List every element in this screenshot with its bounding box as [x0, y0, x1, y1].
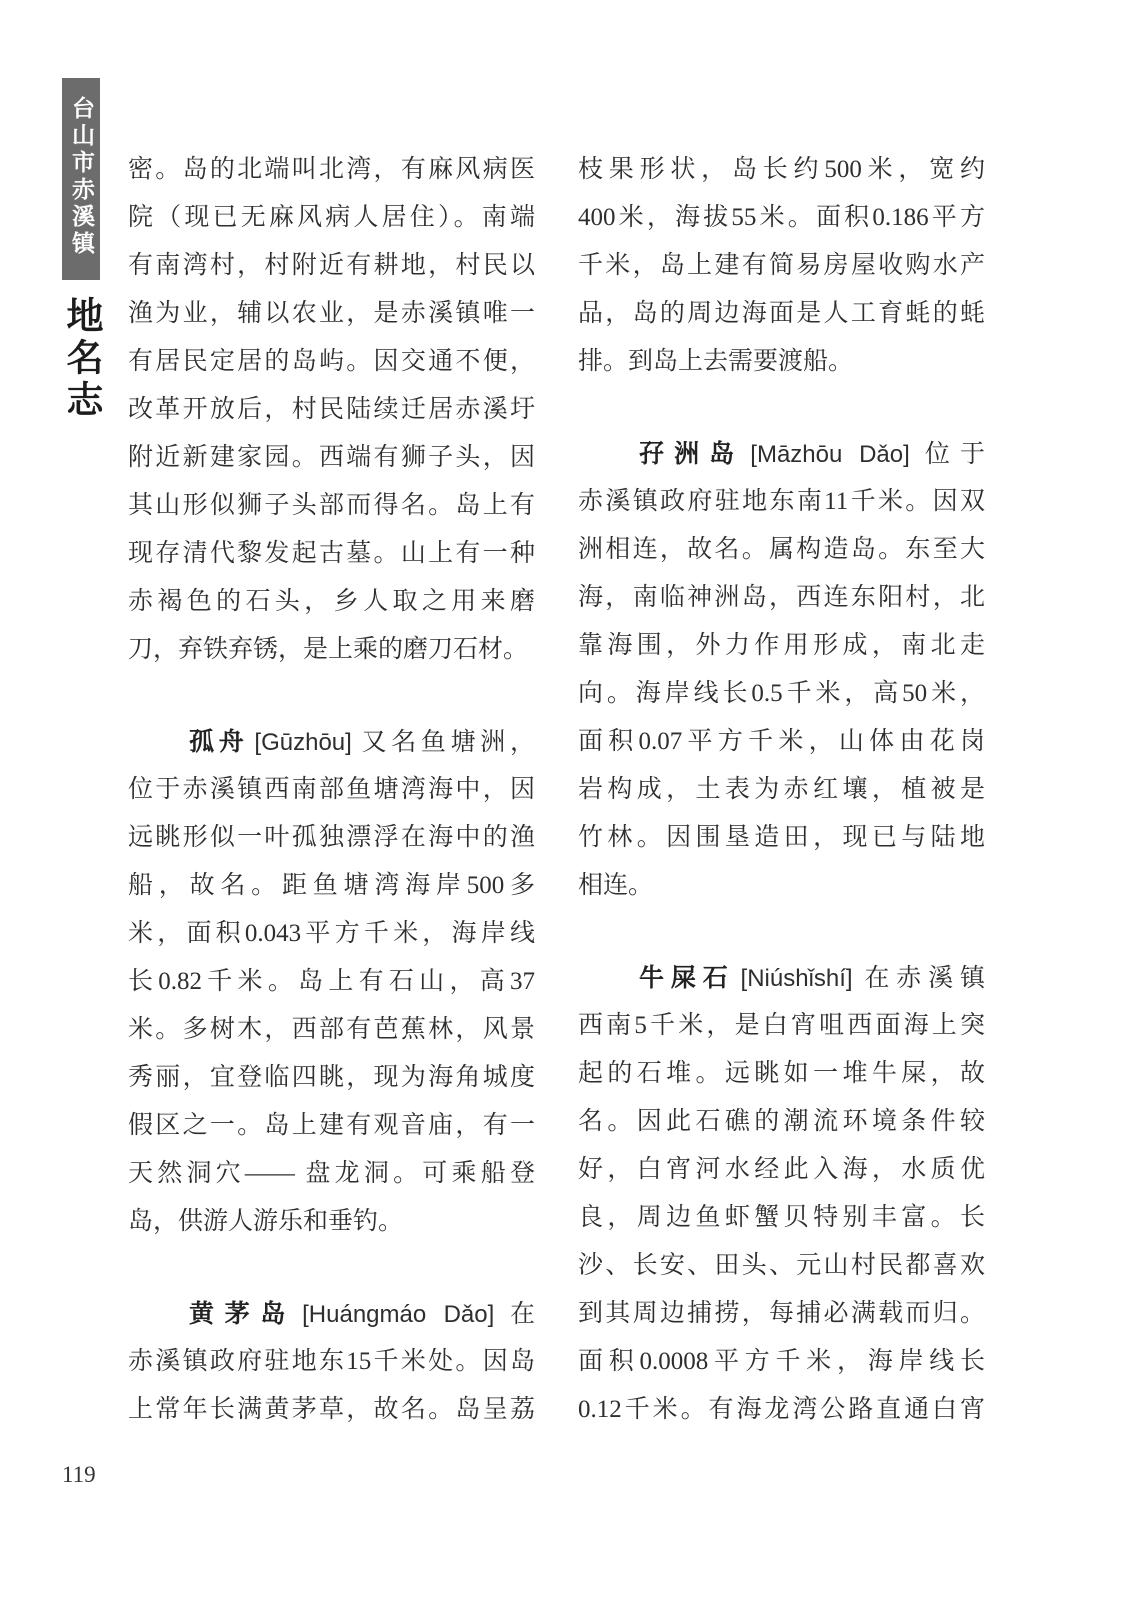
- text-line: 上常年长满黄茅草，故名。岛呈荔: [128, 1396, 535, 1423]
- text-line: 到其周边捕捞，每捕必满载而归。: [578, 1300, 985, 1327]
- text-line: 400米，海拔55米。面积0.186平方: [578, 204, 985, 231]
- text-line: 改革开放后，村民陆续迁居赤溪圩: [128, 396, 535, 423]
- text-line: 岩构成，土表为赤红壤，植被是: [578, 776, 985, 803]
- text-line: 有居民定居的岛屿。因交通不便，: [128, 348, 535, 375]
- text-line: 赤溪镇政府驻地东15千米处。因岛: [128, 1348, 535, 1375]
- text-line: 假区之一。岛上建有观音庙，有一: [128, 1112, 535, 1139]
- town-name: 台山市赤溪镇: [68, 96, 95, 258]
- text-line: 密。岛的北端叫北湾，有麻风病医: [128, 156, 535, 183]
- text-line: 米，面积0.043平方千米，海岸线: [128, 920, 535, 947]
- entry-term: 孖洲岛: [639, 439, 745, 468]
- entry-heading-line: [578, 430, 985, 478]
- text-line: 渔为业，辅以农业，是赤溪镇唯一: [128, 300, 535, 327]
- entry-term: 牛屎石: [639, 963, 735, 992]
- entry-lead-text: 位于: [914, 441, 985, 468]
- gazetteer-entry: [578, 954, 985, 1434]
- book-title: 地名志: [60, 296, 103, 422]
- text-line: 排。到岛上去需要渡船。: [578, 348, 854, 375]
- text-line: 好，白宵河水经此入海，水质优: [578, 1156, 985, 1183]
- paragraph: [578, 146, 985, 386]
- text-line: 面积0.0008平方千米，海岸线长: [578, 1348, 985, 1375]
- text-line: 米。多树木，西部有芭蕉林，风景: [128, 1016, 535, 1043]
- text-line: 靠海围，外力作用形成，南北走: [578, 632, 985, 659]
- text-line: 现存清代黎发起古墓。山上有一种: [128, 540, 535, 567]
- text-line: 0.12千米。有海龙湾公路直通白宵: [578, 1396, 985, 1423]
- entry-heading-line: [128, 1290, 535, 1338]
- gazetteer-entry: [128, 1290, 535, 1434]
- text-line: 起的石堆。远眺如一堆牛屎，故: [578, 1060, 985, 1087]
- text-line: 相连。: [578, 872, 654, 899]
- gazetteer-entry: [128, 718, 535, 1246]
- text-line: 竹林。因围垦造田，现已与陆地: [578, 824, 985, 851]
- text-line: 远眺形似一叶孤独漂浮在海中的渔: [128, 824, 535, 851]
- entry-pinyin: [Gūzhōu]: [254, 729, 352, 756]
- text-line: 洲相连，故名。属构造岛。东至大: [578, 536, 985, 563]
- entry-pinyin: [Huángmáo Dǎo]: [302, 1301, 495, 1328]
- text-column-left: [128, 146, 535, 1434]
- text-line: 品，岛的周边海面是人工育蚝的蚝: [578, 300, 985, 327]
- text-line: 船，故名。距鱼塘湾海岸500多: [128, 872, 535, 899]
- entry-term: 孤舟: [189, 727, 249, 756]
- entry-lead-text: 在赤溪镇: [857, 965, 985, 992]
- text-line: 名。因此石礁的潮流环境条件较: [578, 1108, 985, 1135]
- text-line: 位于赤溪镇西南部鱼塘湾海中，因: [128, 776, 535, 803]
- text-line: 向。海岸线长0.5千米，高50米，: [578, 680, 985, 707]
- paragraph: [128, 146, 535, 674]
- text-line: 西南5千米，是白宵咀西面海上突: [578, 1012, 985, 1039]
- text-line: 附近新建家园。西端有狮子头，因: [128, 444, 535, 471]
- entry-lead-text: 又名鱼塘洲，: [356, 729, 535, 756]
- text-line: 其山形似狮子头部而得名。岛上有: [128, 492, 535, 519]
- entry-lead-text: 在: [499, 1301, 535, 1328]
- text-line: 秀丽，宜登临四眺，现为海角城度: [128, 1064, 535, 1091]
- text-line: 赤溪镇政府驻地东南11千米。因双: [578, 488, 985, 515]
- entry-pinyin: [Māzhōu Dǎo]: [750, 441, 910, 468]
- text-line: 院（现已无麻风病人居住）。南端: [128, 204, 535, 231]
- page-number: 119: [62, 1462, 96, 1487]
- entry-heading-line: [578, 954, 985, 1002]
- text-line: 赤褐色的石头，乡人取之用来磨: [128, 588, 535, 615]
- text-line: 沙、长安、田头、元山村民都喜欢: [578, 1252, 985, 1279]
- text-line: 岛，供游人游乐和垂钓。: [128, 1208, 404, 1235]
- text-line: 海，南临神洲岛，西连东阳村，北: [578, 584, 985, 611]
- text-line: 刀，弃铁弃锈，是上乘的磨刀石材。: [128, 636, 529, 663]
- text-line: 有南湾村，村附近有耕地，村民以: [128, 252, 535, 279]
- text-column-right: [578, 146, 985, 1434]
- entry-pinyin: [Niúshǐshí]: [740, 965, 853, 992]
- text-line: 长0.82千米。岛上有石山，高37: [128, 968, 535, 995]
- text-line: 千米，岛上建有简易房屋收购水产: [578, 252, 985, 279]
- text-line: 枝果形状，岛长约500米，宽约: [578, 156, 985, 183]
- text-line: 面积0.07平方千米，山体由花岗: [578, 728, 985, 755]
- text-line: 天然洞穴—— 盘龙洞。可乘船登: [128, 1160, 535, 1187]
- sidebar-town-tab: [62, 78, 100, 280]
- entry-term: 黄茅岛: [189, 1299, 297, 1328]
- gazetteer-entry: [578, 430, 985, 910]
- text-line: 良，周边鱼虾蟹贝特别丰富。长: [578, 1204, 985, 1231]
- entry-heading-line: [128, 718, 535, 766]
